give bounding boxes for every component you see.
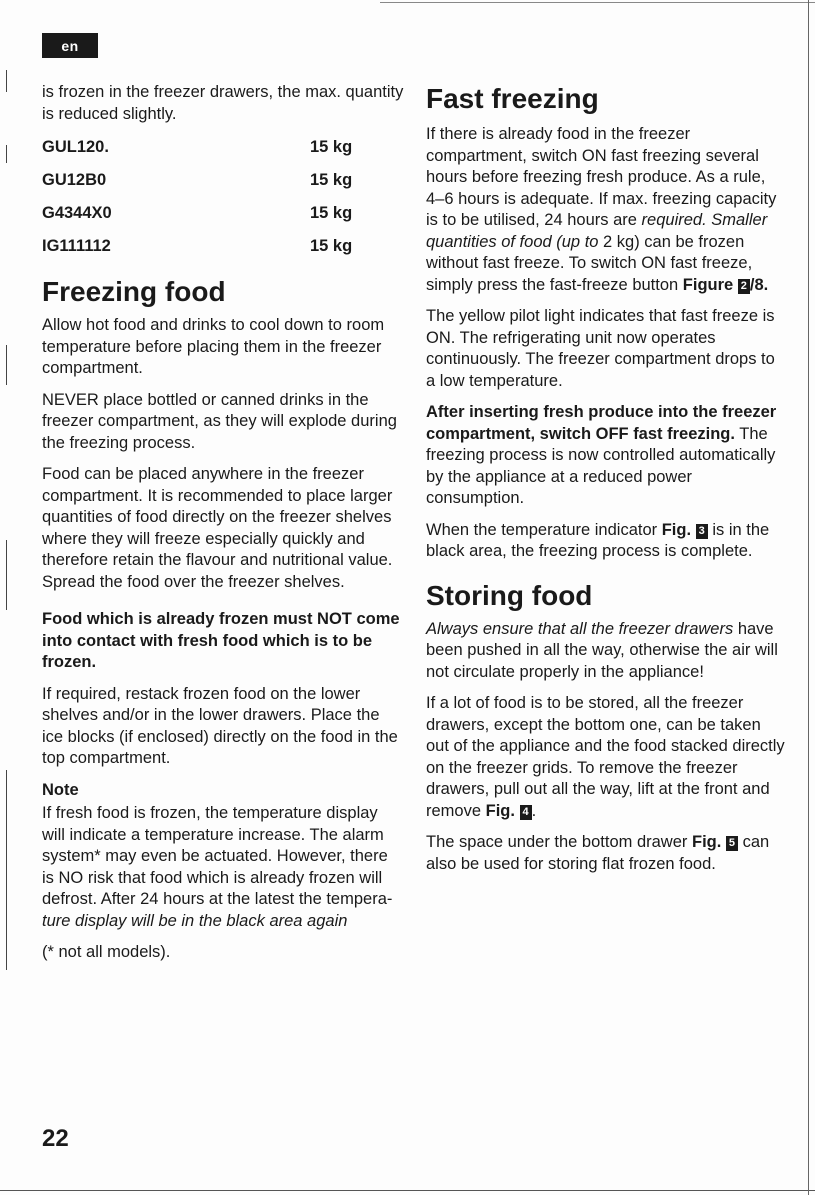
fast-freezing-paragraph-4 (426, 520, 786, 563)
restack-paragraph: If required, restack frozen food on the lower shelves and/or in the lower drawers. Place the ice blocks (if enclosed) directly on the food in the top compartment. (42, 684, 398, 767)
fast-freezing-paragraph-2: The yellow pilot light indicates that fast freeze is ON. The refrigerating unit now operates continuously. The freezer compartment drops to a low temperature. (426, 307, 775, 390)
figure-reference-label: Fig. (691, 833, 722, 851)
fast-freezing-paragraph-3 (426, 402, 786, 510)
top-rule (380, 2, 815, 3)
left-edge-mark (6, 145, 7, 163)
model-capacity: 15 kg (310, 171, 353, 189)
model-row (42, 197, 404, 230)
intro-paragraph: is frozen in the freezer drawers, the max. quantity is reduced slightly. (42, 83, 404, 123)
figure-number-badge: 2 (738, 279, 750, 294)
note-italic-text: ture display will be in the black area again (42, 911, 348, 930)
note-heading: Note (42, 780, 79, 799)
page-number: 22 (42, 1125, 69, 1152)
bottom-rule (0, 1190, 815, 1191)
footnote: (* not all models). (42, 943, 171, 961)
model-row (42, 230, 404, 263)
figure-reference-suffix: /8. (749, 275, 769, 294)
storing-food-heading: Storing food (426, 579, 593, 611)
figure-number-badge: 5 (726, 836, 738, 851)
left-edge-mark (6, 70, 7, 92)
model-row (42, 131, 404, 164)
switch-off-instruction: After inserting fresh produce into the freezer compartment, switch OFF fast freezing. (426, 403, 777, 443)
model-capacity: 15 kg (310, 204, 353, 222)
left-column (42, 82, 404, 974)
indicator-text-b: is in the black area, the freezing process is complete. (426, 520, 770, 560)
model-name: IG111112 (42, 237, 111, 255)
fast-freezing-italic-text: required. Smaller quantities of food (up to (426, 211, 768, 251)
left-edge-mark (6, 345, 7, 385)
fast-freezing-text-2: 2 kg) can be frozen without fast freeze. To switch ON fast freeze, simply press the fast-freeze button (426, 232, 753, 294)
bottom-drawer-text-a: The space under the bottom drawer (426, 833, 692, 851)
model-name: G4344X0 (42, 204, 112, 222)
figure-reference-label: Fig. (661, 520, 692, 539)
model-name: GUL120. (42, 138, 109, 156)
freezing-paragraph-3: Food can be placed anywhere in the freezer compartment. It is recommended to place larger quantities of food directly on the freezer shelves where they will freeze especially quickly and therefore retain the flavour and nutritional value. Spread the food over the freezer shelves. (42, 465, 393, 591)
fast-freezing-paragraph-1 (426, 124, 786, 296)
figure-number-badge: 4 (520, 805, 532, 820)
model-name: GU12B0 (42, 171, 107, 189)
figure-reference-label: Figure (682, 275, 734, 294)
freezing-paragraph-1: Allow hot food and drinks to cool down to room temperature before placing them in the freezer compartment. (42, 316, 385, 377)
model-capacity: 15 kg (310, 237, 353, 255)
storing-italic-text: Always ensure that all the freezer drawers (426, 619, 734, 638)
storing-paragraph-2 (426, 693, 786, 822)
model-capacity-table (42, 131, 404, 263)
storing-drawers-end: . (531, 801, 537, 820)
right-edge-line (808, 0, 809, 1195)
freezing-food-heading: Freezing food (42, 276, 226, 307)
storing-paragraph-3 (426, 832, 786, 875)
left-edge-mark (6, 770, 7, 970)
right-column (426, 82, 786, 885)
indicator-text-a: When the temperature indicator (426, 520, 662, 539)
fast-freezing-heading: Fast freezing (426, 83, 599, 114)
automatic-control-text: The freezing process is now controlled automatically by the appliance at a reduced power consumption. (426, 424, 776, 507)
figure-reference-label: Fig. (485, 801, 515, 820)
figure-number-badge: 3 (696, 524, 708, 539)
note-text: If fresh food is frozen, the temperature display will indicate a temperature increase. The alarm system* may even be actuated. However, there is NO risk that food which is already frozen will defrost. After 24 hours at the latest the tempera- (42, 804, 393, 908)
language-badge: en (42, 33, 98, 58)
note-paragraph (42, 803, 404, 932)
freezing-paragraph-2: NEVER place bottled or canned drinks in the freezer compartment, as they will explode during the freezing process. (42, 390, 397, 452)
left-edge-mark (6, 540, 7, 610)
fast-freezing-text: If there is already food in the freezer compartment, switch ON fast freezing several hours before freezing fresh produce. As a rule, 4–6 hours is adequate. If max. freezing capacity is to be utilised, 24 hours are (426, 125, 777, 229)
storing-drawers-text: If a lot of food is to be stored, all the freezer drawers, except the bottom one, can be taken out of the appliance and the food stacked directly on the freezer grids. To remove the freezer drawers, pull out all the way, lift at the front and remove (426, 694, 785, 820)
bottom-drawer-text-b: can also be used for storing flat frozen food. (426, 833, 770, 873)
model-row (42, 164, 404, 197)
frozen-food-warning: Food which is already frozen must NOT come into contact with fresh food which is to be frozen. (42, 610, 400, 671)
model-capacity: 15 kg (310, 138, 353, 156)
storing-text: have been pushed in all the way, otherwise the air will not circulate properly in the appliance! (426, 619, 778, 681)
storing-paragraph-1 (426, 619, 786, 684)
